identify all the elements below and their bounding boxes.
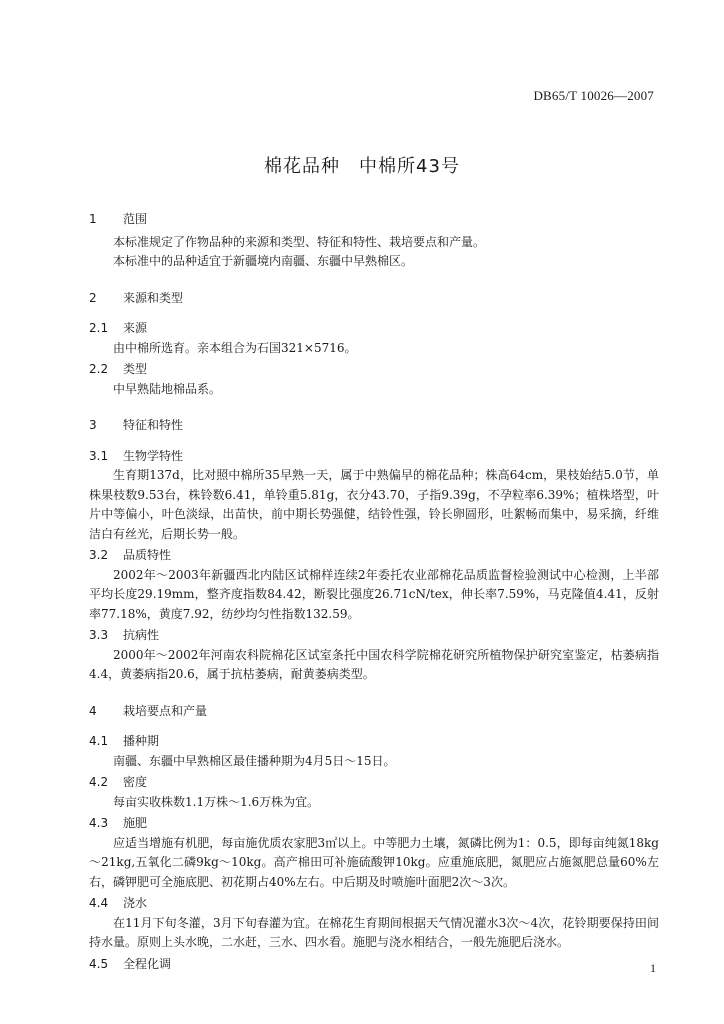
subsection-number: 2.1 <box>89 321 109 335</box>
subsection-heading <box>89 814 659 834</box>
subsection-number: 3.2 <box>89 548 109 562</box>
subsection-heading <box>89 360 659 380</box>
subsection-title: 抗病性 <box>123 628 160 642</box>
subsection-heading <box>89 447 659 467</box>
paragraph: 2002年～2003年新疆西北内陆区试棉样连续2年委托农业部棉花品质监督检验测试中心检测，上半部平均长度29.19mm，整齐度指数84.42，断裂比强度26.71cN/tex，伸长率7.59%，马克隆值4.41，反射率77.18%，黄度7.92，纺纱均匀性指数132.59。 <box>89 567 659 621</box>
section-number: 2 <box>89 290 97 305</box>
subsection-number: 4.3 <box>89 816 109 830</box>
page-number: 1 <box>650 961 656 975</box>
section-title: 栽培要点和产量 <box>123 703 208 718</box>
subsection-number: 4.2 <box>89 775 109 789</box>
subsection-title: 密度 <box>123 775 148 789</box>
paragraph: 在11月下旬冬灌，3月下旬春灌为宜。在棉花生育期间根据天气情况灌水3次～4次，花铃期要保持田间持水量。原则上头水晚，二水赶，三水、四水看。施肥与浇水相结合，一般先施肥后浇水。 <box>89 915 659 949</box>
section-title: 范围 <box>123 212 148 226</box>
subsection-title: 品质特性 <box>123 548 172 562</box>
paragraph: 应适当增施有机肥，每亩施优质农家肥3㎡以上。中等肥力土壤，氮磷比例为1：0.5，即每亩纯氮18kg～21kg,五氧化二磷9kg～10kg。高产棉田可补施硫酸钾10kg。应重施底肥，氮肥应占施氮肥总量60%左右，磷钾肥可全施底肥、初花期占40%左右。中后期及时喷施叶面肥2次～3次。 <box>89 835 659 889</box>
subsection-heading <box>89 955 659 975</box>
section-heading <box>89 210 659 230</box>
paragraph: 2000年～2002年河南农科院棉花区试室条托中国农科学院棉花研究所植物保护研究室鉴定，枯萎病指4.4，黄萎病指20.6，属于抗枯萎病，耐黄萎病类型。 <box>89 647 659 681</box>
document-title: 棉花品种 中棉所43号 <box>264 156 460 177</box>
subsection-title: 来源 <box>123 321 148 335</box>
subsection-number: 4.1 <box>89 734 109 748</box>
paragraph: 中早熟陆地棉品系。 <box>113 381 222 396</box>
section-number: 3 <box>89 418 97 432</box>
subsection-title: 播种期 <box>123 734 160 748</box>
section-number: 1 <box>89 212 97 226</box>
subsection-heading <box>89 773 659 793</box>
subsection-heading <box>89 626 659 646</box>
subsection-number: 4.4 <box>89 896 109 910</box>
subsection-title: 生物学特性 <box>123 448 184 463</box>
paragraph: 本标准中的品种适宜于新疆境内南疆、东疆中早熟棉区。 <box>113 254 414 268</box>
document-body <box>89 205 659 974</box>
subsection-title: 施肥 <box>123 816 148 830</box>
subsection-number: 3.3 <box>89 628 109 642</box>
section-heading <box>89 702 659 722</box>
section-number: 4 <box>89 703 97 718</box>
standard-code: DB65/T 10026—2007 <box>533 88 654 103</box>
paragraph: 每亩实收株数1.1万株～1.6万株为宜。 <box>113 794 320 809</box>
section-heading <box>89 416 659 436</box>
subsection-number: 2.2 <box>89 362 109 376</box>
section-heading <box>89 289 659 309</box>
paragraph: 南疆、东疆中早熟棉区最佳播种期为4月5日～15日。 <box>113 753 396 768</box>
subsection-heading <box>89 319 659 339</box>
subsection-number: 3.1 <box>89 448 109 463</box>
paragraph: 由中棉所选育。亲本组合为石国321×5716。 <box>113 340 357 355</box>
subsection-heading <box>89 732 659 752</box>
subsection-title: 类型 <box>123 362 148 376</box>
subsection-title: 全程化调 <box>123 956 172 971</box>
subsection-heading <box>89 546 659 566</box>
subsection-number: 4.5 <box>89 956 109 971</box>
subsection-title: 浇水 <box>123 896 148 910</box>
section-title: 来源和类型 <box>123 290 184 305</box>
subsection-heading <box>89 894 659 914</box>
section-title: 特征和特性 <box>123 418 184 432</box>
paragraph: 生育期137d，比对照中棉所35早熟一天，属于中熟偏早的棉花品种；株高64cm，果枝始结5.0节，单株果枝数9.53台，株铃数6.41，单铃重5.81g，衣分43.70，子指9.39g，不孕粒率6.39%；植株塔型，叶片中等偏小，叶色淡绿，出苗快，前中期长势强健，结铃性强，铃长卵圆形，吐絮畅而集中，易采摘，纤维洁白有丝光，后期长势一般。 <box>89 468 659 541</box>
paragraph: 本标准规定了作物品种的来源和类型、特征和特性、栽培要点和产量。 <box>113 234 486 249</box>
